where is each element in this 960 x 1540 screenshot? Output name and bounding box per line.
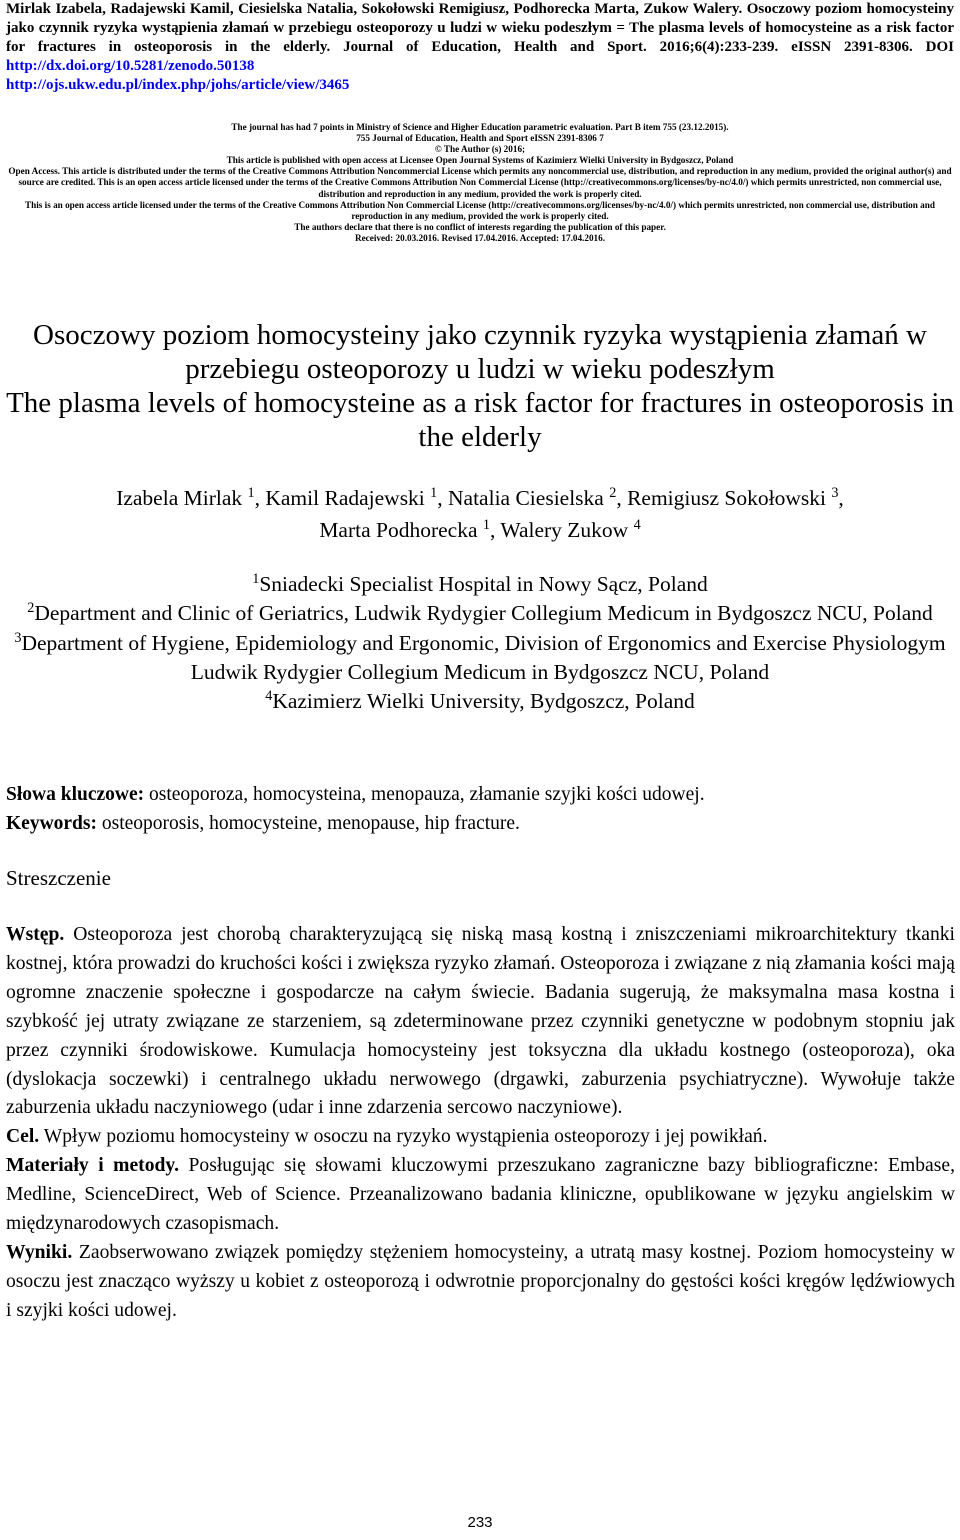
page-number: 233 [467, 1514, 493, 1531]
citation-header [6, 0, 954, 95]
doi-link[interactable]: http://dx.doi.org/10.5281/zenodo.50138 [6, 58, 255, 74]
author: Izabela Mirlak $^1$, [116, 484, 266, 510]
author: Marta Podhorecka $^1$, [319, 516, 501, 542]
notice-line: © The Author (s) 2016; [434, 144, 526, 155]
author: Walery Zukow $^4$ [500, 516, 641, 542]
affiliation: $^1$Sniadecki Specialist Hospital in Nowy Sącz, Poland [252, 570, 708, 596]
notice-line: Received: 20.03.2016. Revised 17.04.2016. Accepted: 17.04.2016. [354, 232, 606, 243]
affiliation: $^3$Department of Hygiene, Epidemiology and Ergonomic, Division of Ergonomics and Exercise Physiologym Ludwik Rydygier Collegium Medicum in Bydgoszcz NCU, Poland [14, 629, 946, 684]
notice-line: Open Access. This article is distributed under the terms of the Creative Commons Attribution Noncommercial License which permits any noncommercial use, distribution, and reproduction in any medium, provided the original author(s) and source are credited. This is an open access article licensed under the terms of the Creative Commons Attribution Non Commercial License (http://creativecommons.org/licenses/by-nc/4.0/) which permits unrestricted, non commercial use, distribution and reproduction in any medium, provided the work is properly cited. [8, 166, 952, 199]
abstract-body [6, 921, 955, 1326]
keywords [6, 780, 954, 838]
title-english: The plasma levels of homocysteine as a risk factor for fractures in osteoporosis in the elderly [6, 387, 954, 453]
abstract-paragraph: Materiały i metody. Posługując się słowami kluczowymi przeszukano zagraniczne bazy bibliograficzne: Embase, Medline, ScienceDirect, Web of Science. Przeanalizowano badania kliniczne, opublikowane w języku angielskim w międzynarodowych czasopismach. [6, 1155, 955, 1235]
citation-text: Mirlak Izabela, Radajewski Kamil, Ciesielska Natalia, Sokołowski Remigiusz, Podhorecka Marta, Zukow Walery. Osoczowy poziom homocysteiny jako czynnik ryzyka wystąpienia złamań w przebiegu osteoporozy u ludzi w wieku podeszłym = The plasma levels of homocysteine as a risk factor for fractures in osteoporosis in the elderly. Journal of Education, Health and Sport. 2016;6(4):233-239. eISSN 2391-8306. DOI [6, 1, 954, 55]
paper-title [4, 318, 956, 454]
affiliation: $^4$Kazimierz Wielki University, Bydgoszcz, Poland [265, 688, 695, 714]
title-polish: Osoczowy poziom homocysteiny jako czynnik ryzyka wystąpienia złamań w przebiegu osteoporozy u ludzi w wieku podeszłym [33, 319, 927, 385]
affiliation-list [4, 570, 956, 716]
author-list [20, 482, 940, 546]
abstract-paragraph: Cel. Wpływ poziomu homocysteiny w osoczu na ryzyko wystąpienia osteoporozy i jej powikłań. [6, 1126, 768, 1148]
keywords-polish: Słowa kluczowe: osteoporoza, homocysteina, menopauza, złamanie szyjki kości udowej. [6, 784, 705, 805]
affiliation: $^2$Department and Clinic of Geriatrics, Ludwik Rydygier Collegium Medicum in Bydgoszcz NCU, Poland [27, 600, 933, 626]
keywords-english: Keywords: osteoporosis, homocysteine, menopause, hip fracture. [6, 813, 520, 834]
author: Kamil Radajewski $^1$, [265, 484, 449, 510]
author: Remigiusz Sokołowski $^3$, [627, 484, 844, 510]
notice-line: This article is published with open access at Licensee Open Journal Systems of Kazimierz Wielki University in Bydgoszcz, Poland [226, 155, 734, 166]
author: Natalia Ciesielska $^2$, [448, 484, 628, 510]
notice-line: 755 Journal of Education, Health and Sport eISSN 2391-8306 7 [356, 133, 604, 144]
abstract-paragraph: Wstęp. Osteoporoza jest chorobą charakteryzującą się niską masą kostną i zniszczeniami mikroarchitektury tkanki kostnej, która prowadzi do kruchości kości i zwiększa ryzyko złamań. Osteoporoza i związane z nią złamania kości mają ogromne znaczenie społeczne i gospodarcze na całym świecie. Badania sugerują, że maksymalna masa kostna i szybkość jej utraty związane ze starzeniem, są zdeterminowane przez czynniki genetyczne w podobnym stopniu jak przez czynniki środowiskowe. Kumulacja homocysteiny jest toksyczna dla układu kostnego (osteoporoza), oka (dyslokacja soczewki) i centralnego układu nerwowego (drgawki, zaburzenia psychiatryczne). Wywołuje także zaburzenia układu naczyniowego (udar i inne zdarzenia sercowo naczyniowe). [6, 924, 955, 1119]
abstract-heading: Streszczenie [6, 866, 111, 890]
notice-line: The authors declare that there is no conflict of interests regarding the publication of this paper. [294, 221, 666, 232]
journal-notice [4, 122, 956, 244]
notice-line: The journal has had 7 points in Ministry of Science and Higher Education parametric evaluation. Part B item 755 (23.12.2015). [231, 122, 729, 132]
notice-line: This is an open access article licensed under the terms of the Creative Commons Attribution Non Commercial License (http://creativecommons.org/licenses/by-nc/4.0/) which permits unrestricted, non commercial use, distribution and reproduction in any medium, provided the work is properly cited. [25, 199, 935, 221]
article-link[interactable]: http://ojs.ukw.edu.pl/index.php/johs/article/view/3465 [6, 77, 350, 93]
abstract-paragraph: Wyniki. Zaobserwowano związek pomiędzy stężeniem homocysteiny, a utratą masy kostnej. Poziom homocysteiny w osoczu jest znacząco wyższy u kobiet z osteoporozą i odwrotnie proporcjonalny do gęstości kości kręgów lędźwiowych i szyjki kości udowej. [6, 1241, 955, 1321]
